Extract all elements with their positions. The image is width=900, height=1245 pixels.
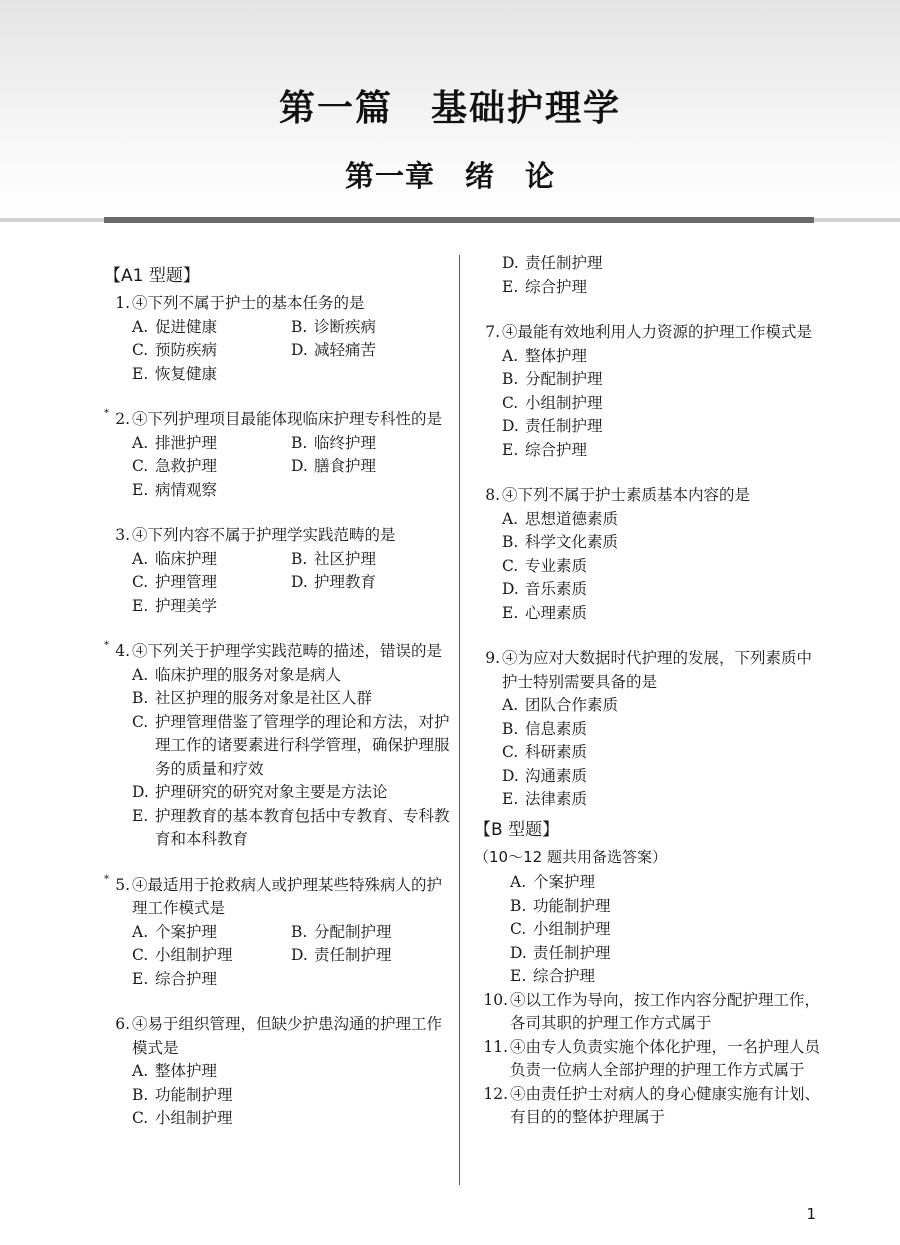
- option-c: C. 护理管理: [132, 573, 218, 591]
- option-b: B. 诊断疾病: [291, 317, 377, 336]
- question-number: 3.: [115, 526, 130, 544]
- question-9: [474, 647, 820, 812]
- question-4: [104, 640, 450, 852]
- option-a: A. 整体护理: [132, 1062, 218, 1080]
- question-stem: ④易于组织管理，但缺少护患沟通的护理工作模式是: [132, 1015, 443, 1057]
- option-e: E. 综合护理: [132, 969, 218, 988]
- question-stem: ④下列关于护理学实践范畴的描述，错误的是: [132, 642, 443, 660]
- question-number: * 2.: [104, 408, 130, 428]
- question-number: 1.: [115, 294, 130, 312]
- option-d: D. 膳食护理: [291, 457, 377, 475]
- question-number: 12.: [483, 1084, 508, 1103]
- left-column: [104, 262, 450, 1135]
- option-c: C. 科研素质: [502, 743, 588, 761]
- option-e: E. 心理素质: [502, 603, 588, 622]
- question-stem: ④最能有效地利用人力资源的护理工作模式是: [502, 323, 813, 341]
- option-b: B. 临终护理: [291, 433, 377, 452]
- question-11: [474, 1036, 820, 1083]
- question-number: 6.: [115, 1015, 130, 1033]
- option-d: D. 沟通素质: [502, 766, 588, 785]
- option-a: A. 排泄护理: [132, 433, 218, 452]
- option-b: B. 功能制护理: [132, 1085, 233, 1104]
- option-e: E. 护理美学: [132, 596, 218, 615]
- question-stem: ④下列不属于护士素质基本内容的是: [502, 486, 751, 504]
- option-b: B. 社区护理的服务对象是社区人群: [132, 689, 373, 707]
- option-c: C. 小组制护理: [502, 393, 603, 412]
- question-stem: ④由责任护士对病人的身心健康实施有计划、有目的的整体护理属于: [510, 1084, 821, 1126]
- question-stem: ④由专人负责实施个体化护理，一名护理人员负责一位病人全部护理的护理工作方式属于: [510, 1037, 821, 1079]
- question-stem: ④下列内容不属于护理学实践范畴的是: [132, 526, 396, 544]
- question-7: [474, 321, 820, 462]
- option-b: B. 分配制护理: [291, 922, 392, 941]
- option-e: E. 恢复健康: [132, 364, 218, 383]
- question-number: 11.: [483, 1037, 508, 1056]
- column-divider: [459, 255, 460, 1185]
- option-b: B. 社区护理: [291, 549, 377, 568]
- option-c: C. 小组制护理: [132, 946, 233, 964]
- option-d: D. 音乐素质: [502, 580, 588, 598]
- option-d: D. 护理研究的研究对象主要是方法论: [132, 783, 388, 801]
- option-b: B. 信息素质: [502, 719, 588, 738]
- option-a: A. 促进健康: [132, 317, 218, 336]
- question-number: * 4.: [104, 640, 130, 660]
- header-rule: [104, 217, 814, 223]
- question-1: [104, 292, 450, 386]
- option-c: C. 小组制护理: [132, 1109, 233, 1127]
- right-column: [474, 252, 820, 1130]
- b-shared-note: （10～12 题共用备选答案）: [474, 847, 667, 866]
- option-c: C. 急救护理: [132, 457, 218, 475]
- header-rule-right: [814, 218, 900, 222]
- option-a: A. 个案护理: [510, 873, 596, 891]
- section-b-title: 【B 型题】: [474, 819, 560, 840]
- question-stem: ④以工作为导向，按工作内容分配护理工作，各司其职的护理工作方式属于: [510, 990, 821, 1032]
- option-b: B. 科学文化素质: [502, 533, 619, 551]
- option-a: A. 整体护理: [502, 346, 588, 365]
- chapter-title: 第一章 绪 论: [344, 159, 555, 193]
- option-d: D. 责任制护理: [291, 946, 392, 964]
- question-8: [474, 484, 820, 625]
- option-d: D. 责任制护理: [502, 254, 603, 272]
- question-10: [474, 989, 820, 1036]
- option-d: D. 责任制护理: [510, 943, 611, 962]
- option-a: A. 思想道德素质: [502, 509, 619, 528]
- b-shared-options: [474, 871, 820, 989]
- option-c: C. 专业素质: [502, 556, 588, 575]
- question-6-continued: [474, 252, 820, 299]
- question-number: 9.: [485, 649, 500, 667]
- option-a: A. 团队合作素质: [502, 696, 619, 714]
- part-title: 第一篇 基础护理学: [278, 87, 621, 129]
- section-a1-title: 【A1 型题】: [104, 266, 200, 286]
- option-d: D. 护理教育: [291, 573, 377, 591]
- option-a: A. 临床护理: [132, 549, 218, 568]
- page-number: 1: [806, 1205, 816, 1223]
- question-number: 10.: [483, 990, 508, 1009]
- question-5: [104, 874, 450, 992]
- question-6: [104, 1013, 450, 1131]
- option-e: E. 综合护理: [510, 967, 596, 985]
- option-d: D. 责任制护理: [502, 417, 603, 435]
- question-stem: ④下列不属于护士的基本任务的是: [132, 294, 365, 312]
- question-stem: ④为应对大数据时代护理的发展，下列素质中护士特别需要具备的是: [502, 649, 813, 691]
- question-3: [104, 524, 450, 618]
- option-a: A. 个案护理: [132, 922, 218, 941]
- question-12: [474, 1083, 820, 1130]
- option-c: C. 预防疾病: [132, 341, 218, 359]
- question-number: 7.: [485, 323, 500, 341]
- question-number: 8.: [485, 486, 500, 504]
- option-c: C. 护理管理借鉴了管理学的理论和方法，对护理工作的诸要素进行科学管理，确保护理服务的质量和疗效: [132, 712, 450, 778]
- option-b: B. 功能制护理: [510, 896, 611, 915]
- option-e: E. 病情观察: [132, 480, 218, 499]
- option-c: C. 小组制护理: [510, 920, 611, 938]
- question-stem: ④下列护理项目最能体现临床护理专科性的是: [132, 410, 443, 428]
- option-e: E. 综合护理: [502, 440, 588, 459]
- option-e: E. 法律素质: [502, 790, 588, 808]
- option-d: D. 减轻痛苦: [291, 341, 377, 359]
- question-2: [104, 408, 450, 502]
- question-stem: ④最适用于抢救病人或护理某些特殊病人的护理工作模式是: [132, 875, 443, 917]
- option-e: E. 综合护理: [502, 277, 588, 296]
- option-a: A. 临床护理的服务对象是病人: [132, 665, 342, 684]
- option-e: E. 护理教育的基本教育包括中专教育、专科教育和本科教育: [132, 806, 450, 848]
- option-b: B. 分配制护理: [502, 370, 603, 388]
- header-rule-left: [0, 218, 104, 222]
- question-number: * 5.: [104, 873, 130, 894]
